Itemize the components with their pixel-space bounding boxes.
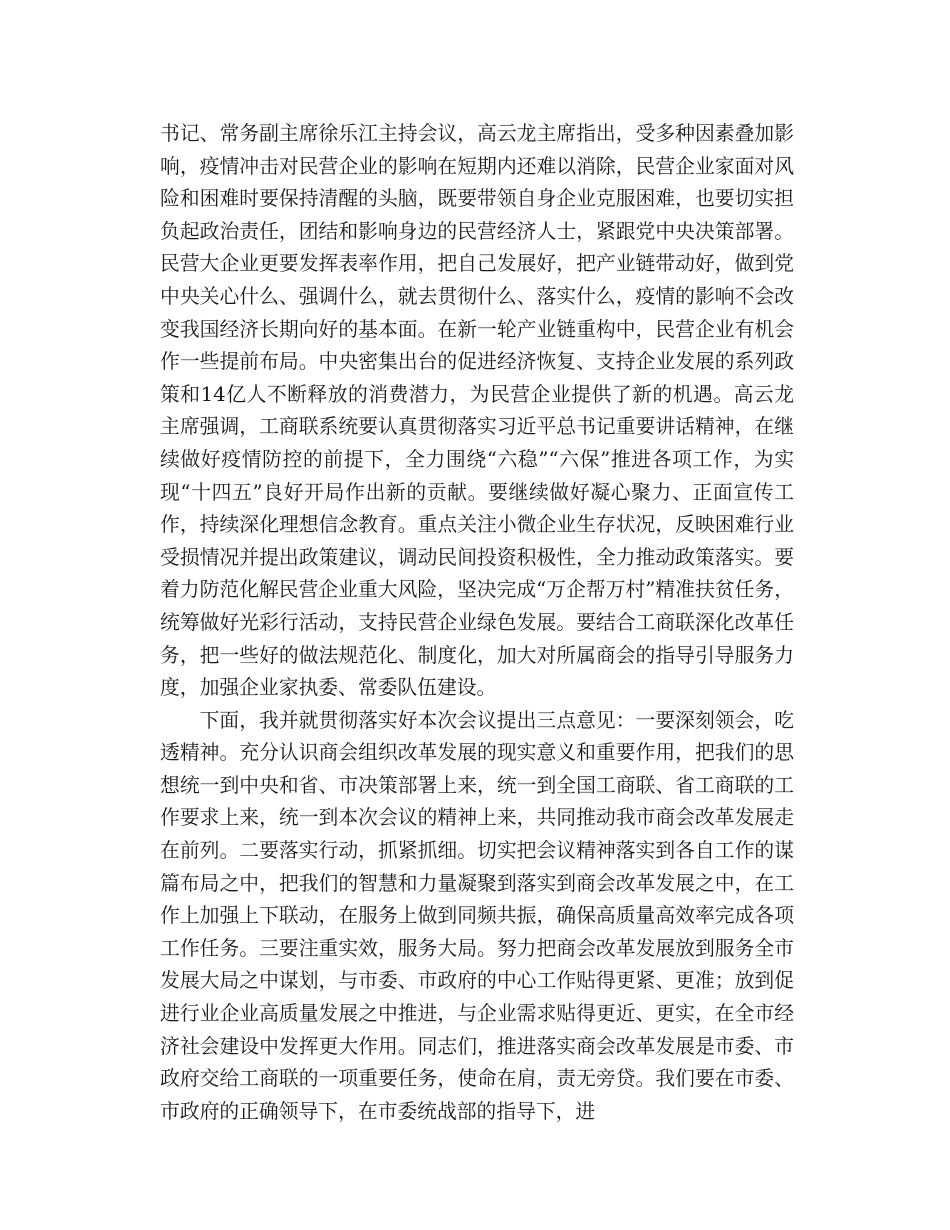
document-body bbox=[160, 118, 794, 1128]
paragraph-1: 书记、常务副主席徐乐江主持会议，高云龙主席指出，受多种因素叠加影响，疫情冲击对民营企业的影响在短期内还难以消除，民营企业家面对风险和困难时要保持清醒的头脑，既要带领自身企业克服困难，也要切实担负起政治责任，团结和影响身边的民营经济人士，紧跟党中央决策部署。民营大企业更要发挥表率作用，把自己发展好，把产业链带动好，做到党中央关心什么、强调什么，就去贯彻什么、落实什么，疫情的影响不会改变我国经济长期向好的基本面。在新一轮产业链重构中，民营企业有机会作一些提前布局。中央密集出台的促进经济恢复、支持企业发展的系列政策和14亿人不断释放的消费潜力，为民营企业提供了新的机遇。高云龙主席强调，工商联系统要认真贯彻落实习近平总书记重要讲话精神，在继续做好疫情防控的前提下，全力围绕“六稳”“六保”推进各项工作，为实现“十四五”良好开局作出新的贡献。要继续做好凝心聚力、正面宣传工作，持续深化理想信念教育。重点关注小微企业生存状况，反映困难行业受损情况并提出政策建议，调动民间投资积极性，全力推动政策落实。要着力防范化解民营企业重大风险，坚决完成“万企帮万村”精准扶贫任务，统筹做好光彩行活动，支持民营企业绿色发展。要结合工商联深化改革任务，把一些好的做法规范化、制度化，加大对所属商会的指导引导服务力度，加强企业家执委、常委队伍建设。 bbox=[160, 122, 794, 700]
paragraph-2: 下面，我并就贯彻落实好本次会议提出三点意见：一要深刻领会，吃透精神。充分认识商会组织改革发展的现实意义和重要作用，把我们的思想统一到中央和省、市决策部署上来，统一到全国工商联、省工商联的工作要求上来，统一到本次会议的精神上来，共同推动我市商会改革发展走在前列。二要落实行动，抓紧抓细。切实把会议精神落实到各自工作的谋篇布局之中，把我们的智慧和力量凝聚到落实到商会改革发展之中，在工作上加强上下联动，在服务上做到同频共振，确保高质量高效率完成各项工作任务。三要注重实效，服务大局。努力把商会改革发展放到服务全市发展大局之中谋划，与市委、市政府的中心工作贴得更紧、更准；放到促进行业企业高质量发展之中推进，与企业需求贴得更近、更实，在全市经济社会建设中发挥更大作用。同志们，推进落实商会改革发展是市委、市政府交给工商联的一项重要任务，使命在肩，责无旁贷。我们要在市委、市政府的正确领导下，在市委统战部的指导下，进 bbox=[160, 708, 794, 1123]
